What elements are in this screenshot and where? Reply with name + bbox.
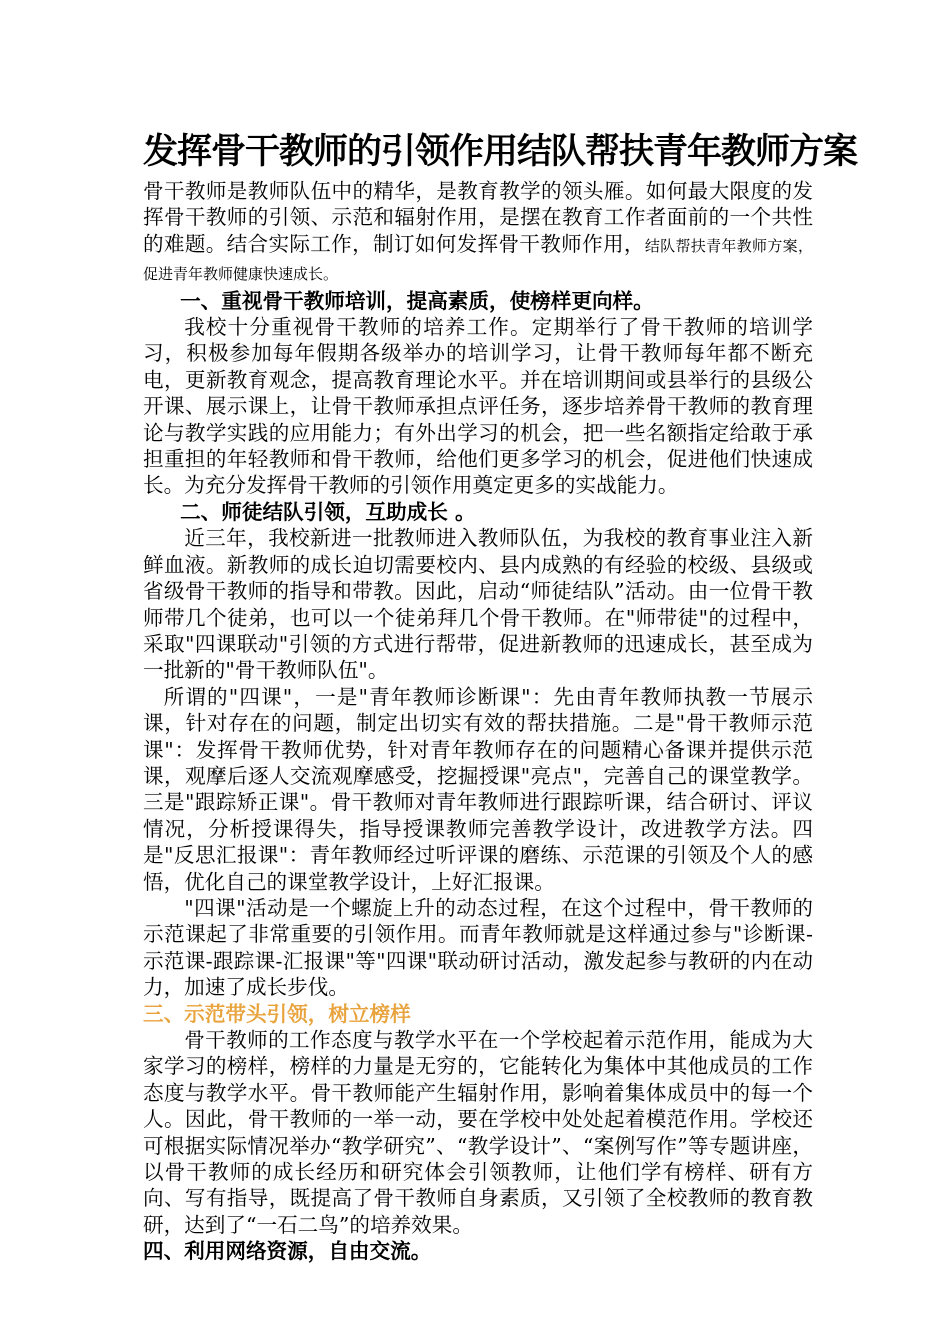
intro-tail-text: 结队帮扶青年教师方案，促进青年教师健康快速成长。: [143, 236, 813, 284]
section2-paragraph-2: 所谓的"四课"，一是"青年教师诊断课"：先由青年教师执教一节展示课，针对存在的问题，制定出切实有效的帮扶措施。二是"骨干教师示范课"：发挥骨干教师优势，针对青年教师存在的问题精心备课并提供示范课，观摩后逐人交流观摩感受，挖掘授课"亮点"，完善自己的课堂教学。三是"跟踪矫正课"。骨干教师对青年教师进行跟踪听课，结合研讨、评议情况，分析授课得失，指导授课教师完善教学设计，改进教学方法。四是"反思汇报课"：青年教师经过听评课的磨练、示范课的引领及个人的感悟，优化自己的课堂教学设计，上好汇报课。: [143, 684, 813, 894]
intro-main-text: 骨干教师是教师队伍中的精华，是教育教学的领头雁。如何最大限度的发挥骨干教师的引领、示范和辐射作用，是摆在教育工作者面前的一个共性的难题。结合实际工作，制订如何发挥骨干教师作用，: [143, 179, 813, 256]
section3-heading: 三、示范带头引领，树立榜样: [143, 1001, 411, 1026]
section3-paragraph: 骨干教师的工作态度与教学水平在一个学校起着示范作用，能成为大家学习的榜样，榜样的力量是无穷的，它能转化为集体中其他成员的工作态度与教学水平。骨干教师能产生辐射作用，影响着集体成员中的每一个人。因此，骨干教师的一举一动，要在学校中处处起着模范作用。学校还可根据实际情况举办“教学研究”、“教学设计”、“案例写作”等专题讲座，以骨干教师的成长经历和研究体会引领教师，让他们学有榜样、研有方向、写有指导，既提高了骨干教师自身素质，又引领了全校教师的教育教研，达到了“一石二鸟”的培养效果。: [143, 1028, 813, 1237]
section2-heading: 二、师徒结队引领，互助成长 。: [180, 499, 476, 524]
document-title: 发挥骨干教师的引领作用结队帮扶青年教师方案: [143, 132, 858, 172]
section4-heading: 四、利用网络资源，自由交流。: [143, 1239, 432, 1264]
section1-heading: 一、重视骨干教师培训，提高素质，使榜样更向样。: [180, 288, 654, 313]
section1-paragraph: 我校十分重视骨干教师的培养工作。定期举行了骨干教师的培训学习，积极参加每年假期各级举办的培训学习，让骨干教师每年都不断充电，更新教育观念，提高教育理论水平。并在培训期间或县举行的县级公开课、展示课上，让骨干教师承担点评任务，逐步培养骨干教师的教育理论与教学实践的应用能力；有外出学习的机会，把一些名额指定给敢于承担重担的年轻教师和骨干教师，给他们更多学习的机会，促进他们快速成长。为充分发挥骨干教师的引领作用奠定更多的实战能力。: [143, 315, 813, 498]
document-page: [143, 128, 858, 1265]
section2-paragraph-3: "四课"活动是一个螺旋上升的动态过程，在这个过程中，骨干教师的示范课起了非常重要的引领作用。而青年教师就是这样通过参与"诊断课-示范课-跟踪课-汇报课"等"四课"联动研讨活动，激发起参与教研的内在动力，加速了成长步伐。: [143, 895, 813, 1000]
section2-paragraph-1: 近三年，我校新进一批教师进入教师队伍，为我校的教育事业注入新鲜血液。新教师的成长迫切需要校内、县内成熟的有经验的校级、县级或省级骨干教师的指导和带教。因此，启动“师徒结队”活动。由一位骨干教师带几个徒弟，也可以一个徒弟拜几个骨干教师。在"师带徒"的过程中，采取"四课联动"引领的方式进行帮带，促进新教师的迅速成长，甚至成为一批新的"骨干教师队伍"。: [143, 526, 813, 683]
intro-paragraph: [143, 178, 813, 288]
